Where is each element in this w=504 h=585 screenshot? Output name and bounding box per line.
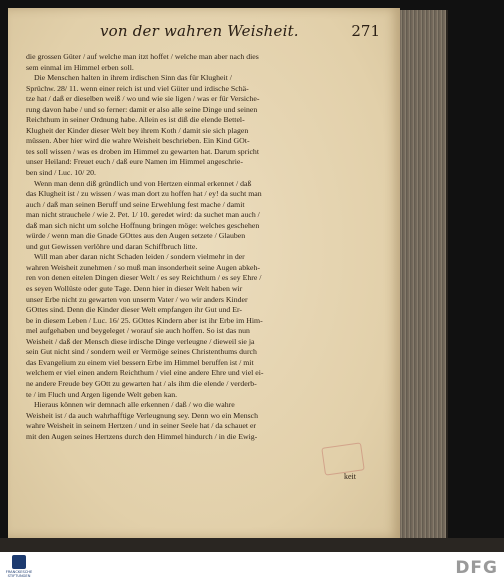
institution-emblem-icon: [12, 555, 26, 569]
text-line: GOttes sind. Denn die Kinder dieser Welt empfangen ihr Gut und Er-: [26, 305, 243, 315]
library-stamp: [321, 442, 365, 475]
logo-left-text: FRANCKESCHE STIFTUNGEN: [5, 570, 33, 578]
page-header: [100, 22, 400, 44]
text-line: rung davon habe / und so ferner: damit er also alle seine Dinge und seinen: [26, 104, 258, 114]
text-line: ben sind / Luc. 10/ 20.: [26, 168, 96, 178]
text-line: die grossen Güter / auf welche man itzt hoffet / welche man aber nach dies: [26, 52, 259, 61]
text-line: Klugheit der Kinder dieser Welt bey ihrem Koth / damit sie sich plagen: [26, 125, 249, 135]
page-number: 271: [351, 22, 380, 40]
text-line: würde / wenn man die Gnade GOttes aus den Augen setzete / Glauben: [26, 231, 246, 241]
footer-bar: [0, 552, 504, 585]
text-line: wahre Weisheit in seinem Hertzen / und in seiner Seele hat / da schauet er: [26, 421, 257, 431]
text-line: es seyen Wollüste oder gute Tage. Denn hier in dieser Welt haben wir: [26, 284, 243, 294]
dfg-logo: DFG: [455, 558, 498, 578]
text-line: te / im Fluch und Argen ligende Welt geben kan.: [26, 389, 178, 399]
text-line: das Evangelium zu einem viel bessern Erbe im Himmel beruffen ist / mit: [26, 357, 254, 367]
body-text: [26, 52, 350, 442]
text-line: sem einmal im Himmel erben soll.: [26, 62, 134, 72]
text-line: man nicht strauchele / wie 2. Pet. 1/ 10. geredet wird: da suchet man auch /: [26, 210, 260, 220]
text-line: mel aufgehaben und beygeleget / worauf sie auch hoffen. So ist das nun: [26, 326, 250, 336]
text-line: Wenn man denn diß gründlich und von Hertzen einmal erkennet / daß: [34, 178, 252, 188]
text-line: das Klugheit ist / zu wissen / was man dort zu hoffen hat / ey! da sucht man: [26, 189, 262, 199]
text-line: be in diesem Leben / Luc. 16/ 25. GOttes Kindern aber ist ihr Erbe im Him-: [26, 315, 263, 325]
text-line: Sprüchw. 28/ 11. wenn einer reich ist und viel Güter und irdische Schä-: [26, 83, 249, 93]
running-head: von der wahren Weisheit.: [100, 22, 299, 40]
franckesche-stiftungen-logo: [4, 555, 34, 583]
text-line: Reichthum in seiner Ordnung habe. Allein es ist diß die elende Bettel-: [26, 115, 245, 125]
text-line: tze hat / daß er dieselben weiß / wo und wie sie ligen / was er für Versiche-: [26, 94, 260, 104]
text-line: Weisheit / daß der Mensch diese irdische Dinge verleugne / dieweil sie ja: [26, 336, 255, 346]
text-line: mit den Augen seines Hertzens durch den Himmel hindurch / in die Ewig-: [26, 431, 258, 441]
text-line: und gut Gewissen verlöhre und daran Schiffbruch litte.: [26, 241, 198, 251]
text-line: tes soll wissen / was es droben im Himmel zu gewarten hat. Darum spricht: [26, 146, 259, 156]
text-line: Weisheit ist / da auch wahrhafftige Verleugnung sey. Denn wo ein Mensch: [26, 410, 258, 420]
text-line: sein Gut nicht sind / sondern weil er Vermöge seines Christenthums durch: [26, 347, 257, 357]
page-edges: [400, 10, 448, 538]
catchword: keit: [344, 472, 356, 481]
text-line: daß man sich nicht um solche Hoffnung bringen möge: welches geschehen: [26, 220, 260, 230]
text-line: Die Menschen halten in ihrem irdischen Sinn das für Klugheit /: [34, 73, 232, 83]
text-line: unser Heiland: Freuet euch / daß eure Namen im Himmel angeschrie-: [26, 157, 243, 167]
book-cover-bottom: [0, 538, 504, 552]
text-line: ren von denen eitelen Dingen dieser Welt / es sey Reichthum / es sey Ehre /: [26, 273, 262, 283]
text-line: auch / daß man seinen Beruff und seine Erwehlung fest mache / damit: [26, 199, 245, 209]
text-line: Hieraus können wir demnach alle erkennen / daß / wo die wahre: [34, 400, 235, 410]
text-line: Will man aber daran nicht Schaden leiden / sondern vielmehr in der: [34, 252, 245, 262]
text-line: wahren Weisheit zunehmen / so muß man insonderheit seine Augen abkeh-: [26, 262, 260, 272]
text-line: ne andere Freude bey GOtt zu gewarten hat / als ihm die elende / verderb-: [26, 378, 257, 388]
text-line: unser Erbe nicht zu gewarten von unserm Vater / wo wir anders Kinder: [26, 294, 248, 304]
text-line: welchem er viel einen andern Reichthum / viel eine andere Ehre und viel ei-: [26, 368, 264, 378]
text-line: müssen. Aber hier wird die wahre Weisheit beschrieben. Ein Kind GOt-: [26, 136, 250, 146]
